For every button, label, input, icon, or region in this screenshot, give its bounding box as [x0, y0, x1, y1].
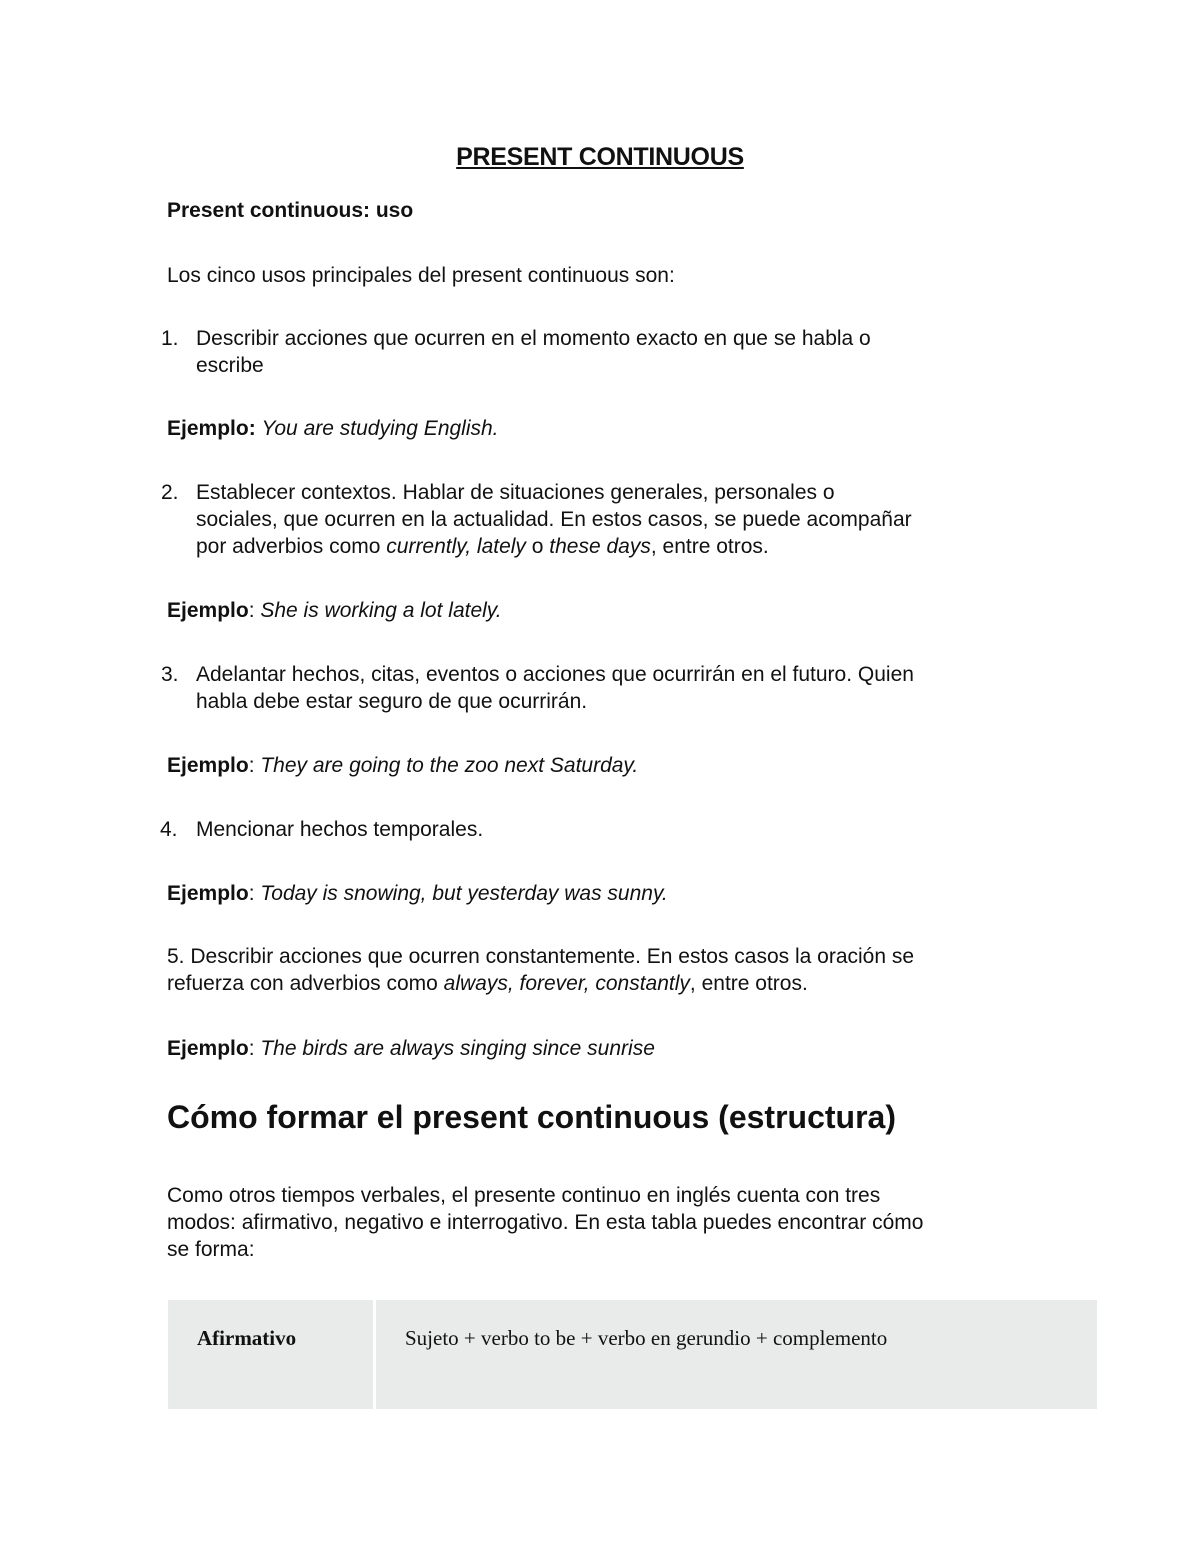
structure-para-line-1: Como otros tiempos verbales, el presente continuo en inglés cuenta con tres: [167, 1184, 881, 1207]
section-heading: Present continuous: uso: [167, 199, 414, 222]
example-2-sentence: She is working a lot lately.: [260, 599, 502, 622]
structure-table: [168, 1300, 1097, 1409]
use-2-line-3: por adverbios como currently, lately o these days, entre otros.: [196, 535, 769, 558]
intro-text: Los cinco usos principales del present continuous son:: [167, 264, 675, 287]
use-1-text: [196, 325, 1036, 379]
example-5: Ejemplo: The birds are always singing since sunrise: [167, 1037, 655, 1060]
list-number-3: 3.: [161, 663, 179, 686]
use-2-line-1: Establecer contextos. Hablar de situaciones generales, personales o: [196, 481, 835, 504]
use-3-text: [196, 661, 1036, 715]
use-4-line-1: Mencionar hechos temporales.: [196, 818, 484, 841]
example-4: Ejemplo: Today is snowing, but yesterday was sunny.: [167, 882, 668, 905]
example-label: Ejemplo: [167, 599, 249, 622]
structure-para-line-2: modos: afirmativo, negativo e interrogativo. En esta tabla puedes encontrar cómo: [167, 1211, 924, 1234]
example-5-sentence: The birds are always singing since sunrise: [260, 1037, 655, 1060]
example-1: Ejemplo: You are studying English.: [167, 417, 499, 440]
example-3: Ejemplo: They are going to the zoo next Saturday.: [167, 754, 639, 777]
list-number-4: 4.: [160, 818, 178, 841]
page-title: PRESENT CONTINUOUS: [456, 143, 744, 171]
example-label: Ejemplo: [167, 1037, 249, 1060]
use-4-text: [196, 816, 1036, 843]
list-number-2: 2.: [161, 481, 179, 504]
structure-para-line-3: se forma:: [167, 1238, 255, 1261]
use-2-text: [196, 479, 1036, 560]
table-cell-affirmative-formula: Sujeto + verbo to be + verbo en gerundio + complemento: [405, 1326, 888, 1350]
use-5-line-2: refuerza con adverbios como always, forever, constantly, entre otros.: [167, 972, 808, 995]
example-4-sentence: Today is snowing, but yesterday was sunny.: [260, 882, 668, 905]
list-number-1: 1.: [161, 327, 179, 350]
use-1-line-1: Describir acciones que ocurren en el momento exacto en que se habla o: [196, 327, 871, 350]
use-1-line-2: escribe: [196, 354, 264, 377]
adverbs-always-forever-constantly: always, forever, constantly: [443, 972, 690, 995]
example-label: Ejemplo: [167, 882, 249, 905]
table-cell-affirmative-label: Afirmativo: [168, 1300, 376, 1409]
use-2-line-2: sociales, que ocurren en la actualidad. En estos casos, se puede acompañar: [196, 508, 912, 531]
example-label: Ejemplo: [167, 754, 249, 777]
adverb-these-days: these days: [549, 535, 651, 558]
adverbs-currently-lately: currently, lately: [386, 535, 526, 558]
example-2: Ejemplo: She is working a lot lately.: [167, 599, 502, 622]
example-1-sentence: You are studying English.: [261, 417, 499, 440]
example-3-sentence: They are going to the zoo next Saturday.: [260, 754, 639, 777]
structure-heading: Cómo formar el present continuous (estructura): [167, 1099, 896, 1135]
use-5-line-1: 5. Describir acciones que ocurren constantemente. En estos casos la oración se: [167, 945, 915, 968]
example-label: Ejemplo: [167, 417, 249, 440]
use-3-line-2: habla debe estar seguro de que ocurrirán.: [196, 690, 588, 713]
use-3-line-1: Adelantar hechos, citas, eventos o acciones que ocurrirán en el futuro. Quien: [196, 663, 914, 686]
